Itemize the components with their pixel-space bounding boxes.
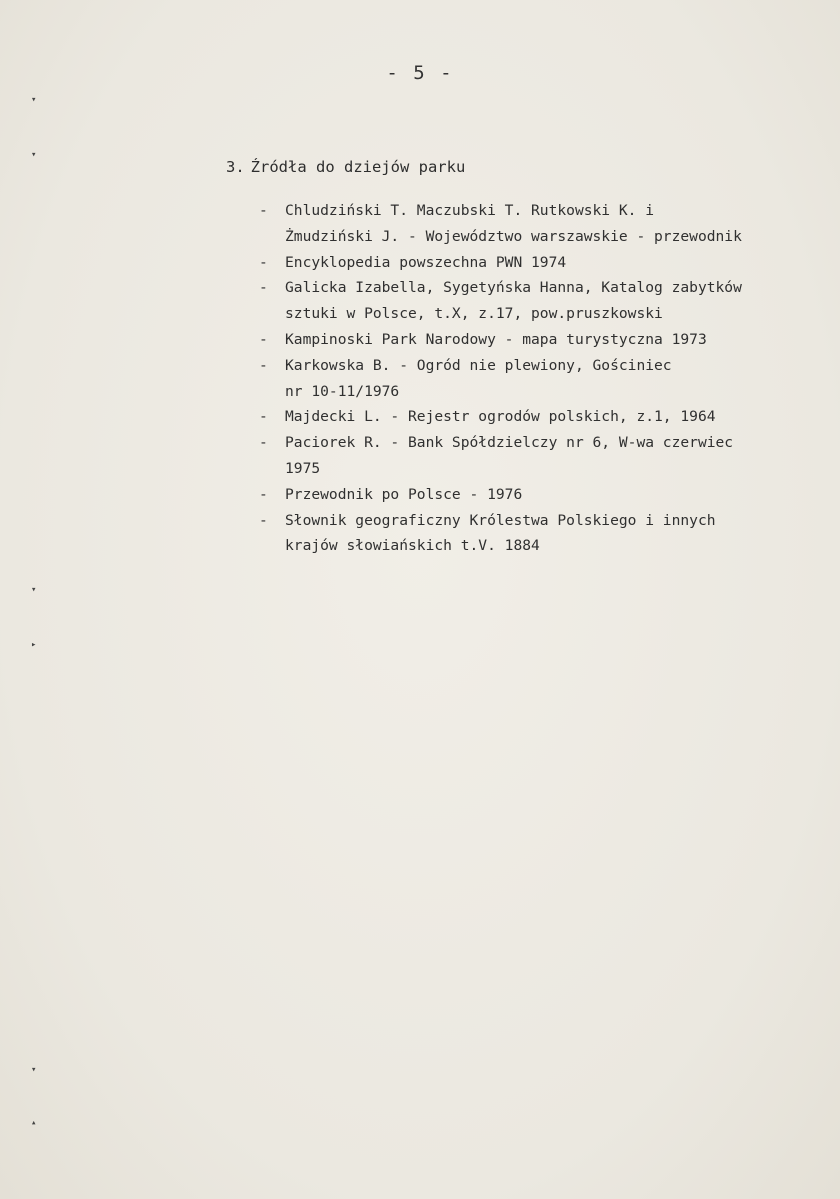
page-number: - 5 - — [386, 62, 454, 84]
reference-item — [259, 275, 834, 327]
section-number: 3. — [226, 158, 245, 176]
reference-text: Przewodnik po Polsce - 1976 — [285, 485, 523, 503]
reference-text: Chludziński T. Maczubski T. Rutkowski K. i Żmudziński J. - Województwo warszawskie - przewodnik — [285, 202, 742, 245]
margin-speck: ▾ — [31, 150, 37, 160]
section-heading — [226, 158, 465, 176]
margin-speck: ▴ — [31, 1118, 37, 1128]
reference-text: Kampinoski Park Narodowy - mapa turystyczna 1973 — [285, 330, 707, 348]
list-dash: - — [259, 408, 268, 426]
margin-speck: ▾ — [31, 1065, 37, 1075]
margin-speck: ▾ — [31, 585, 37, 595]
reference-text: Majdecki L. - Rejestr ogrodów polskich, z.1, 1964 — [285, 408, 716, 426]
margin-speck: ▸ — [31, 640, 37, 650]
reference-item — [259, 404, 834, 430]
list-dash: - — [259, 279, 268, 297]
reference-item — [259, 250, 834, 276]
list-dash: - — [259, 356, 268, 374]
reference-item — [259, 353, 834, 405]
reference-item — [259, 482, 834, 508]
section-title: Źródła do dziejów parku — [250, 158, 466, 176]
reference-text: Galicka Izabella, Sygetyńska Hanna, Katalog zabytków sztuki w Polsce, t.X, z.17, pow.pruszkowski — [285, 279, 742, 323]
list-dash: - — [259, 485, 268, 503]
reference-item — [259, 430, 834, 482]
list-dash: - — [259, 511, 268, 529]
reference-item — [259, 198, 834, 250]
reference-list — [259, 198, 834, 559]
list-dash: - — [259, 202, 268, 219]
reference-item — [259, 327, 834, 353]
list-dash: - — [259, 330, 268, 348]
reference-text: Encyklopedia powszechna PWN 1974 — [285, 253, 567, 271]
margin-speck: ▾ — [31, 95, 37, 105]
list-dash: - — [259, 434, 268, 452]
reference-item — [259, 508, 834, 560]
reference-text: Karkowska B. - Ogród nie plewiony, Gościniec nr 10-11/1976 — [285, 356, 672, 400]
list-dash: - — [259, 253, 268, 271]
reference-text: Słownik geograficzny Królestwa Polskiego i innych krajów słowiańskich t.V. 1884 — [285, 511, 716, 555]
reference-text: Paciorek R. - Bank Spółdzielczy nr 6, W-wa czerwiec 1975 — [285, 434, 734, 477]
